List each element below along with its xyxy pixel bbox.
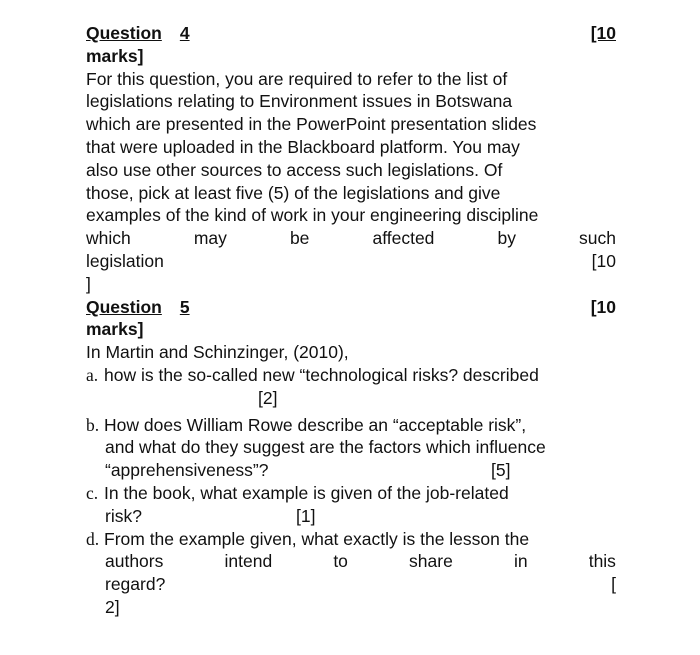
q5c-line-1: c. In the book, what example is given of the job-related <box>86 482 509 503</box>
document-page <box>86 22 616 619</box>
word: be <box>289 228 310 249</box>
q5-heading-line <box>86 296 616 319</box>
q5d-line-3: regard? [ <box>105 574 616 595</box>
q5a-line-2 <box>86 387 616 410</box>
q5b-marker: b. <box>86 414 100 435</box>
word: affected <box>372 228 435 249</box>
q4-line-7: examples of the kind of work in your engineering discipline <box>86 205 539 226</box>
q5d-line-1: d. From the example given, what exactly is the lesson the <box>86 528 530 549</box>
q5-marks-word: marks] <box>86 319 144 340</box>
q5d-marks-close: 2] <box>105 596 120 617</box>
word: intend <box>224 551 273 572</box>
q5b-marks: [5] <box>491 460 511 481</box>
q4-line-6: those, pick at least five (5) of the legislations and give <box>86 182 501 203</box>
word: to <box>333 551 348 572</box>
q5b-line-2: and what do they suggest are the factors which influence <box>105 437 546 458</box>
q5b-line-1: b. How does William Rowe describe an “acceptable risk”, <box>86 414 527 435</box>
q4-line-1: For this question, you are required to refer to the list of <box>86 68 508 89</box>
q4-line-9: legislation [10 <box>86 250 616 271</box>
q5-intro: In Martin and Schinzinger, (2010), <box>86 342 349 363</box>
q5d-marks-open: [ <box>611 574 616 595</box>
q4-line-8 <box>86 227 616 250</box>
q5a-marks: [2] <box>258 387 278 408</box>
q4-marks: [10 <box>591 250 616 271</box>
q5a-marker: a. <box>86 364 99 385</box>
word: such <box>579 228 616 249</box>
word: in <box>513 551 528 572</box>
q4-closing-bracket: ] <box>86 273 91 294</box>
q5-title: Question 5 <box>86 296 190 317</box>
q5c-marker: c. <box>86 482 99 503</box>
q5c-line-2: risk? [1] <box>105 505 316 526</box>
word: which <box>86 228 131 249</box>
q4-line-3: which are presented in the PowerPoint presentation slides <box>86 114 537 135</box>
word: this <box>588 551 616 572</box>
word: share <box>409 551 453 572</box>
q5d-marker: d. <box>86 528 100 549</box>
word: by <box>497 228 516 249</box>
q4-line-2: legislations relating to Environment issues in Botswana <box>86 91 513 112</box>
q5-marks-open: [10 <box>590 296 616 317</box>
q5d-line-2 <box>86 550 616 573</box>
q4-line-5: also use other sources to access such legislations. Of <box>86 159 503 180</box>
word: may <box>193 228 227 249</box>
q5b-line-3: “apprehensiveness”? [5] <box>105 460 511 481</box>
q5a-line-1: a. how is the so-called new “technological risks? described <box>86 364 539 385</box>
q4-marks-word: marks] <box>86 45 144 66</box>
word: authors <box>105 551 164 572</box>
q4-marks-open: [10 <box>590 23 616 43</box>
q5c-marks: [1] <box>296 505 316 526</box>
q4-line-4: that were uploaded in the Blackboard platform. You may <box>86 136 520 157</box>
q4-title: Question 4 <box>86 23 190 43</box>
q4-heading-line <box>86 22 616 45</box>
